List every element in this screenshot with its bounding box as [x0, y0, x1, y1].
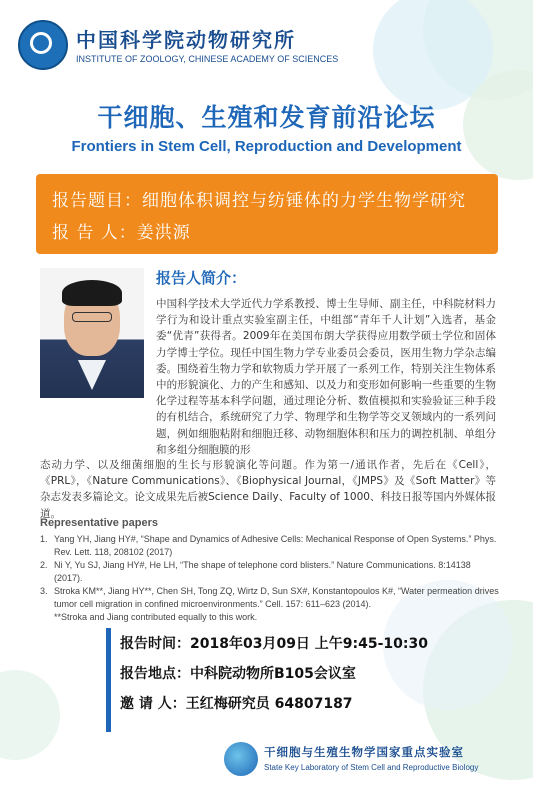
paper-number: 1. [40, 534, 48, 544]
papers-heading: Representative papers [40, 517, 158, 529]
speaker-collar [78, 360, 106, 390]
lab-name-cn: 干细胞与生殖生物学国家重点实验室 [264, 745, 464, 759]
speaker-hair [62, 280, 122, 306]
paper-citation: Ni Y, Yu SJ, Jiang HY#, He LH, “The shape of telephone cord blisters.” Nature Communications. 8:14138 (2017). [54, 560, 471, 583]
talk-speaker: 报 告 人：姜洪源 [52, 223, 191, 243]
forum-title-en: Frontiers in Stem Cell, Reproduction and Development [71, 138, 462, 155]
talk-time: 报告时间：2018年03月09日 上午9:45-10:30 [120, 636, 428, 652]
lab-name-en: State Key Laboratory of Stem Cell and Reproductive Biology [264, 763, 479, 772]
speaker-glasses [72, 312, 112, 322]
decorative-circle [0, 670, 60, 760]
talk-banner [36, 174, 498, 254]
institute-logo-icon [18, 20, 68, 70]
talk-topic: 报告题目：细胞体积调控与纺锤体的力学生物学研究 [52, 191, 466, 211]
paper-number: 2. [40, 560, 48, 570]
talk-host: 邀 请 人：王红梅研究员 64807187 [120, 696, 353, 712]
institute-name-en: INSTITUTE OF ZOOLOGY, CHINESE ACADEMY OF SCIENCES [76, 54, 339, 64]
paper-citation: Yang YH, Jiang HY#, “Shape and Dynamics of Adhesive Cells: Mechanical Response of Open Systems.” Phys. Rev. Lett. 118, 208102 (2017) [54, 534, 497, 557]
bio-text: 中国科学技术大学近代力学系教授、博士生导师、副主任，中科院材料力学行为和设计重点实验室副主任，中组部“青年千人计划”入选者，基金委“优青”获得者。2009年在美国布朗大学获得应用数学硕士学位和固体力学博士学位。现任中国生物力学专业委员会委员，医用生物力学杂志编委。围绕着生物力学和软物质力学开展了一系列工作，特别关注生物体系中的形貌演化、力的产生和感知、以及力和变形如何影响一些重要的生物化学过程等基本科学问题，通过理论分析、数值模拟和实验验证三种手段的有机结合，系统研究了力学、物理学和生物学等交叉领域内的一系列问题，例如细胞粘附和细胞迁移、动物细胞体积和压力的调控机制、单组分和多组分细胞膜的形 [156, 298, 496, 456]
bio-text-continued: 态动力学、以及细菌细胞的生长与形貌演化等问题。作为第一/通讯作者，先后在《Cell》，《PRL》，《Nature Communications》、《Biophysical Journal，《JMPS》及《Soft Matter》等杂志发表多篇论文。论文成果先后被Science Daily、Faculty of 1000、科技日报等国内外媒体报道。 [40, 459, 496, 520]
bio-heading: 报告人简介： [156, 269, 247, 287]
paper-item [40, 533, 500, 558]
forum-title-cn: 干细胞、生殖和发育前沿论坛 [97, 103, 436, 132]
speaker-photo [40, 268, 144, 398]
papers-list [40, 533, 500, 625]
institute-name-cn: 中国科学院动物研究所 [76, 28, 296, 52]
paper-item [40, 559, 500, 584]
lab-logo-icon [224, 742, 258, 776]
paper-item [40, 585, 500, 610]
info-accent-bar [106, 628, 111, 732]
paper-note: **Stroka and Jiang contributed equally to this work. [54, 612, 258, 622]
talk-location: 报告地点：中科院动物所B105会议室 [120, 666, 356, 682]
paper-citation: Stroka KM**, Jiang HY**, Chen SH, Tong ZQ, Wirtz D, Sun SX#, Konstantopoulos K#, “Water permeation drives tumor cell migration in confined microenvironments.” Cell. 157: 611–623 (2014). [54, 586, 499, 609]
paper-number: 3. [40, 586, 48, 596]
